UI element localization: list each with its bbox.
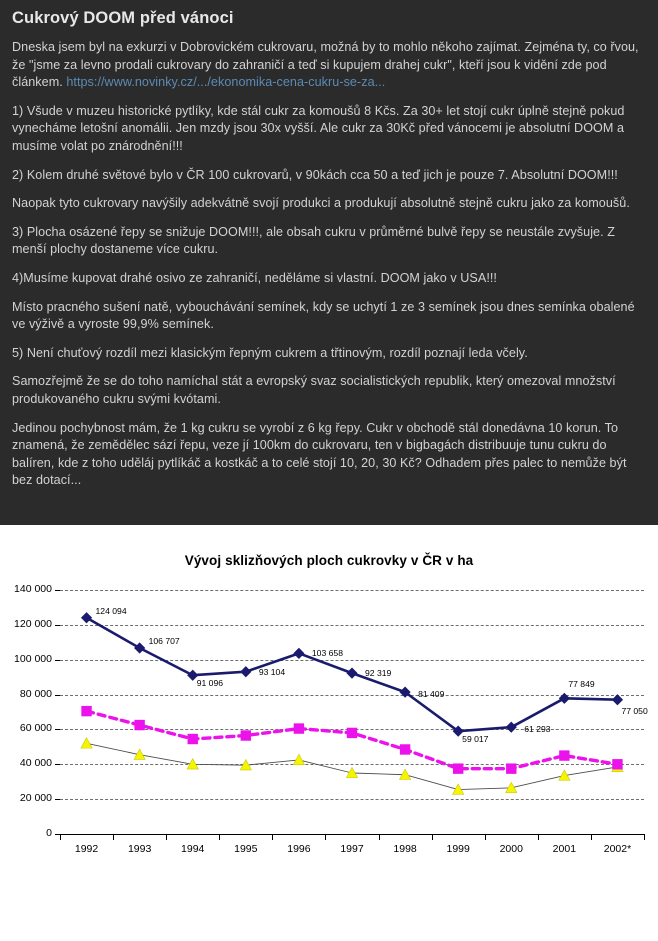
data-point-marker — [400, 744, 410, 754]
data-point-label: 77 050 — [621, 705, 648, 716]
x-axis-tick-label: 2000 — [499, 843, 523, 855]
post-paragraph — [12, 299, 646, 334]
y-axis-tick-label: 120 000 — [14, 617, 52, 630]
paragraph-text: 3) Plocha osázené řepy se snižuje DOOM!!!, ale obsah cukru v průměrné bulvě řepy se neustále zvyšuje. Z menší plochy dostaneme více cukru. — [12, 224, 615, 257]
chart-panel — [0, 525, 658, 941]
chart-series-layer — [0, 525, 658, 941]
data-point-marker — [559, 750, 569, 760]
y-axis-tick-label: 40 000 — [19, 757, 52, 770]
data-point-marker — [134, 720, 144, 730]
y-axis-tick-label: 80 000 — [19, 687, 52, 700]
x-axis-tick-label: 1998 — [393, 843, 417, 855]
x-axis-tick-label: 1996 — [287, 843, 311, 855]
data-point-marker — [134, 642, 145, 653]
post-paragraph — [12, 167, 646, 185]
data-point-marker — [241, 730, 251, 740]
paragraph-text: Dneska jsem byl na exkurzi v Dobrovickém cukrovaru, možná by to mohlo někoho zajímat. Zejména ty, co řvou, že "jsme za levno prodali cukrovary do zahraničí a teď si kupujem drahej cukr", kteří jsou k vidění zde pod článkem. — [12, 40, 639, 90]
data-point-marker — [559, 693, 570, 704]
data-point-label: 103 658 — [311, 648, 343, 659]
post-paragraph — [12, 373, 646, 408]
post-paragraph — [12, 345, 646, 363]
data-point-marker — [346, 767, 357, 777]
post-paragraph — [12, 420, 646, 490]
data-point-marker — [81, 706, 91, 716]
x-axis-tick-label: 1994 — [181, 843, 205, 855]
x-axis-tick-label: 2001 — [552, 843, 577, 855]
post-paragraph — [12, 224, 646, 259]
data-point-marker — [506, 763, 516, 773]
post-paragraph — [12, 39, 646, 92]
data-point-marker — [506, 722, 517, 733]
data-point-label: 77 849 — [568, 679, 595, 690]
x-axis-tick-label: 1993 — [127, 843, 152, 855]
data-point-marker — [293, 648, 304, 659]
data-point-label: 59 017 — [462, 734, 489, 745]
y-axis-tick-label: 20 000 — [19, 792, 52, 805]
data-point-marker — [294, 723, 304, 733]
page-title: Cukrový DOOM před vánoci — [12, 9, 234, 27]
data-point-marker — [506, 782, 517, 792]
paragraph-text: 5) Není chuťový rozdíl mezi klasickým řepným cukrem a třtinovým, rozdíl poznají leda včely. — [12, 345, 528, 360]
data-point-label: 81 409 — [418, 689, 445, 700]
y-axis-tick-label: 60 000 — [19, 722, 52, 735]
data-point-label: 61 293 — [524, 724, 551, 735]
x-axis-tick-label: 2002* — [603, 843, 632, 855]
data-point-marker — [240, 666, 251, 677]
paragraph-text: Samozřejmě že se do toho namíchal stát a evropský svaz socialistických republik, který omezoval množství produkovaného cukru svými kvótami. — [12, 374, 616, 406]
data-point-marker — [612, 694, 623, 705]
y-axis-tick-label: 100 000 — [14, 652, 52, 665]
post-paragraph — [12, 195, 646, 213]
paragraph-text: Jedinou pochybnost mám, že 1 kg cukru se vyrobí z 6 kg řepy. Cukr v obchodě stál donedávna 10 korun. To znamená, že zemědělec sází řepu, veze jí 100km do cukrovaru, ten v bigbagách distribuuje tunu cukru do balíren, kde z toho uděláj pytlíkáč a kostkáč a to celé stojí 10, 20, 30 Kč? Odhadem přes palec to nemůže být bez dotací... — [12, 420, 627, 488]
data-point-marker — [453, 763, 463, 773]
data-point-marker — [347, 728, 357, 738]
x-axis-tick-label: 1999 — [446, 843, 470, 855]
data-point-marker — [612, 759, 622, 769]
x-axis-tick-label: 1997 — [340, 843, 364, 855]
post-body — [12, 39, 646, 490]
data-point-label: 93 104 — [258, 666, 286, 677]
y-axis-tick-label: 140 000 — [14, 583, 52, 595]
paragraph-text: Místo pracného sušení natě, vybouchávání semínek, kdy se uchytí 1 ze 3 semínek jsou dnes semínka obalené ve výživě a vyroste 99,9% semínek. — [12, 299, 635, 332]
data-point-marker — [346, 668, 357, 679]
data-point-marker — [293, 754, 304, 764]
post-paragraph — [12, 103, 646, 156]
paragraph-text: 4)Musíme kupovat drahé osivo ze zahraničí, neděláme si vlastní. DOOM jako v USA!!! — [12, 270, 497, 285]
article-link[interactable]: https://www.novinky.cz/.../ekonomika-cena-cukru-se-za... — [66, 75, 386, 90]
x-axis-tick-label: 1992 — [74, 843, 99, 855]
chart-title: Vývoj sklizňových ploch cukrovky v ČR v ha — [184, 553, 474, 568]
data-point-label: 91 096 — [196, 678, 224, 689]
series-line-2 — [87, 711, 618, 769]
data-point-label: 124 094 — [95, 605, 127, 616]
y-axis-tick-label: 0 — [46, 827, 52, 839]
x-axis-tick-label: 1995 — [234, 843, 258, 855]
paragraph-text: 1) Všude v muzeu historické pytlíky, kde stál cukr za komoušů 8 Kčs. Za 30+ let stojí cukr úplně stejně pokud vynecháme letošní anomálii. Jen mzdy jsou 30x vyšší. Ale cukr za 30Kč před vánocemi je absolutní DOOM a musíme volat po znárodnění!!! — [12, 103, 625, 153]
data-point-label: 92 319 — [365, 668, 392, 679]
data-point-marker — [81, 738, 92, 748]
data-point-label: 106 707 — [148, 636, 180, 647]
series-line-3 — [87, 743, 618, 789]
post-paragraph — [12, 270, 646, 288]
paragraph-text: 2) Kolem druhé světové bylo v ČR 100 cukrovarů, v 90kách cca 50 a teď jich je pouze 7. Absolutní DOOM!!! — [12, 167, 618, 182]
paragraph-text: Naopak tyto cukrovary navýšily adekvátně svojí produkci a produkují absolutně stejně cukru jako za komoušů. — [12, 196, 630, 211]
data-point-marker — [188, 734, 198, 744]
data-point-marker — [81, 612, 92, 623]
